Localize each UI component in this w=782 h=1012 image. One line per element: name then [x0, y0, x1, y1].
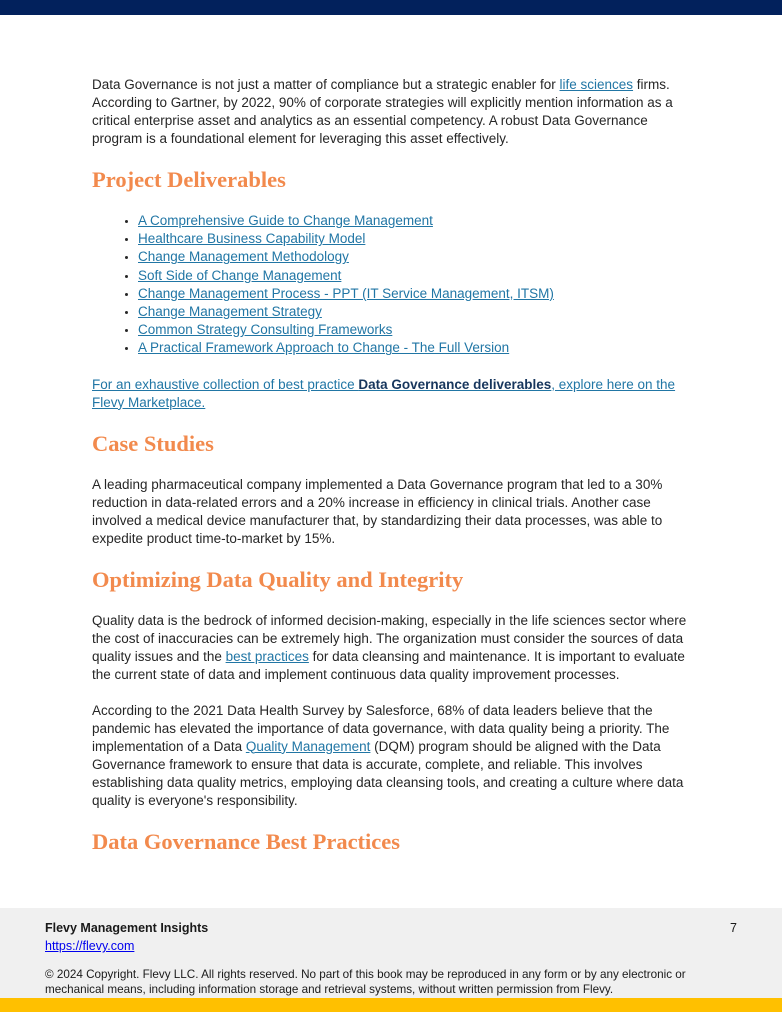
page-content [0, 15, 782, 870]
flevy-url-link[interactable]: https://flevy.com [45, 939, 135, 953]
quality-p2-post: (DQM) program should be aligned with the Data Governance framework to ensure that data is accurate, complete, and reliable. This involves establishing data quality metrics, employing data cleansing tools, and creating a culture where data quality is everyone's responsibility. [92, 738, 684, 808]
footer-brand-block [45, 920, 208, 955]
quality-p1-pre: Quality data is the bedrock of informed decision-making, especially in the life sciences sector where the cost of inaccuracies can be extremely high. The organization must consider the sources of data quality issues and the [92, 612, 687, 664]
intro-text-pre: Data Governance is not just a matter of compliance but a strategic enabler for [92, 77, 560, 92]
deliverable-link-6[interactable]: Change Management Strategy [138, 304, 322, 320]
marketplace-paragraph [92, 376, 690, 412]
case-studies-paragraph: A leading pharmaceutical company implemented a Data Governance program that led to a 30% reduction in data-related errors and a 20% increase in efficiency in clinical trials. Another case involved a medical device manufacturer that, by standardizing their data processes, was able to expedite product time-to-market by 15%. [92, 476, 663, 546]
list-item [138, 230, 690, 248]
bottom-yellow-bar [0, 998, 782, 1012]
quality-p2-pre: According to the 2021 Data Health Survey by Salesforce, 68% of data leaders believe that the pandemic has elevated the importance of data governance, with data quality being a priority. The implementation of a Data [92, 702, 670, 754]
project-deliverables-heading: Project Deliverables [92, 167, 286, 192]
marketplace-text-post: , explore here on the Flevy Marketplace. [92, 376, 676, 410]
deliverable-link-2[interactable]: Healthcare Business Capability Model [138, 231, 366, 247]
top-navy-bar [0, 0, 782, 15]
marketplace-text-bold: Data Governance deliverables [358, 376, 552, 392]
life-sciences-link[interactable]: life sciences [559, 77, 634, 92]
deliverable-link-3[interactable]: Change Management Methodology [138, 249, 349, 265]
list-item [138, 321, 690, 339]
deliverable-link-5[interactable]: Change Management Process - PPT (IT Service Management, ITSM) [138, 285, 554, 301]
intro-paragraph [92, 76, 690, 148]
best-practices-heading: Data Governance Best Practices [92, 828, 401, 854]
copyright-text: © 2024 Copyright. Flevy LLC. All rights reserved. No part of this book may be reproduced in any form or by any electronic or mechanical means, including information storage and retrieval systems, without written permission from Flevy. [45, 968, 686, 996]
deliverable-link-1[interactable]: A Comprehensive Guide to Change Management [138, 213, 433, 228]
deliverables-list [92, 212, 690, 358]
quality-paragraph-1 [92, 612, 690, 684]
page-number: 7 [730, 921, 737, 935]
list-item [138, 285, 690, 303]
list-item [138, 248, 690, 266]
footer-brand: Flevy Management Insights [45, 921, 209, 935]
best-practices-link[interactable]: best practices [225, 648, 309, 664]
list-item [138, 267, 690, 285]
deliverable-link-8[interactable]: A Practical Framework Approach to Change - The Full Version [138, 340, 510, 356]
list-item [138, 303, 690, 321]
quality-p1-post: for data cleansing and maintenance. It is important to evaluate the current state of data and implement continuous data quality improvement processes. [92, 648, 685, 682]
marketplace-text-pre: For an exhaustive collection of best practice [92, 376, 359, 392]
flevy-marketplace-link[interactable] [92, 377, 675, 410]
optimizing-heading: Optimizing Data Quality and Integrity [92, 566, 464, 592]
quality-paragraph-2 [92, 702, 690, 810]
case-studies-heading: Case Studies [92, 430, 214, 456]
quality-management-link[interactable]: Quality Management [245, 738, 371, 754]
list-item [138, 212, 690, 230]
page-footer [0, 908, 782, 998]
intro-text-post: firms. According to Gartner, by 2022, 90% of corporate strategies will explicitly mention information as a critical enterprise asset and analytics as an essential competency. A robust Data Governance program is a foundational element for leveraging this asset effectively. [92, 77, 673, 146]
deliverable-link-4[interactable]: Soft Side of Change Management [138, 267, 342, 283]
deliverable-link-7[interactable]: Common Strategy Consulting Frameworks [138, 322, 393, 338]
footer-top-row [45, 920, 737, 955]
list-item [138, 339, 690, 357]
